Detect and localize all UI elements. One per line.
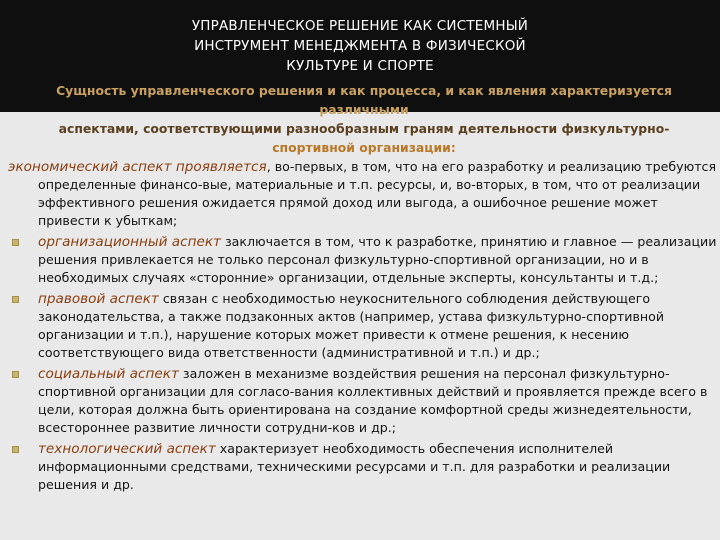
aspects-list [0, 158, 718, 497]
square-bullet-icon [12, 371, 19, 378]
intro-line: аспектами, соответствующими разнообразным граням деятельности физкультурно- [58, 121, 670, 136]
intro-line: спортивной организации: [272, 140, 456, 155]
aspect-item-economic [0, 158, 718, 230]
slide-title-line: УПРАВЛЕНЧЕСКОЕ РЕШЕНИЕ КАК СИСТЕМНЫЙ [191, 18, 529, 34]
slide-title-line: ИНСТРУМЕНТ МЕНЕДЖМЕНТА В ФИЗИЧЕСКОЙ [194, 38, 526, 54]
square-bullet-icon [12, 446, 19, 453]
aspect-item-legal [0, 290, 718, 362]
aspect-term: организационный аспект [38, 234, 221, 250]
square-bullet-icon [12, 239, 19, 246]
aspect-text: заложен в механизме воздействия решения на персонал физкультурно-спортивной организации для согласо-вания коллективных действий и проявляется прежде всего в цели, которая должна быть ориентирована на создание комфортной среды жизнедеятельности, всестороннее развитие личности сотрудни-ков и др.; [38, 366, 708, 435]
intro-line: Сущность управленческого решения и как процесса, и как явления характеризуется различными [56, 83, 672, 117]
aspect-text: характеризует необходимость обеспечения исполнителей информационными средствами, техническими ресурсами и т.п. для разработки и реализации решения и др. [38, 441, 671, 492]
aspect-item-technological [0, 440, 718, 494]
aspect-text: , во-первых, в том, что на его разработку и реализацию требуются определенные финансо-вые, материальные и т.п. ресурсы, и, во-вторых, в том, что от реализации эффективного решения ожидается прямой доход или выгода, а ошибочное решение может привести к убыткам; [38, 159, 717, 228]
slide-title [110, 16, 610, 76]
aspect-item-social [0, 365, 718, 437]
aspect-item-organizational [0, 233, 718, 287]
aspect-term: технологический аспект [38, 441, 216, 457]
intro-paragraph [14, 81, 714, 157]
aspect-text: заключается в том, что к разработке, принятию и главное — реализации решения привлекается не только персонал физкультурно-спортивной организации, но и в необходимых случаях «сторонние» организации, отдельные эксперты, консультанты и т.д.; [38, 234, 717, 285]
aspect-term: экономический аспект проявляется [8, 159, 267, 175]
aspect-text: связан с необходимостью неукоснительного соблюдения действующего законодательства, а также подзаконных актов (например, устава физкультурно-спортивной организации и т.п.), нарушение которых может привести к отмене решения, к несению соответствующего вида ответственности (административной и т.п.) и др.; [38, 291, 665, 360]
aspect-term: правовой аспект [38, 291, 159, 307]
slide-title-line: КУЛЬТУРЕ И СПОРТЕ [286, 58, 434, 74]
square-bullet-icon [12, 296, 19, 303]
aspect-term: социальный аспект [38, 366, 179, 382]
